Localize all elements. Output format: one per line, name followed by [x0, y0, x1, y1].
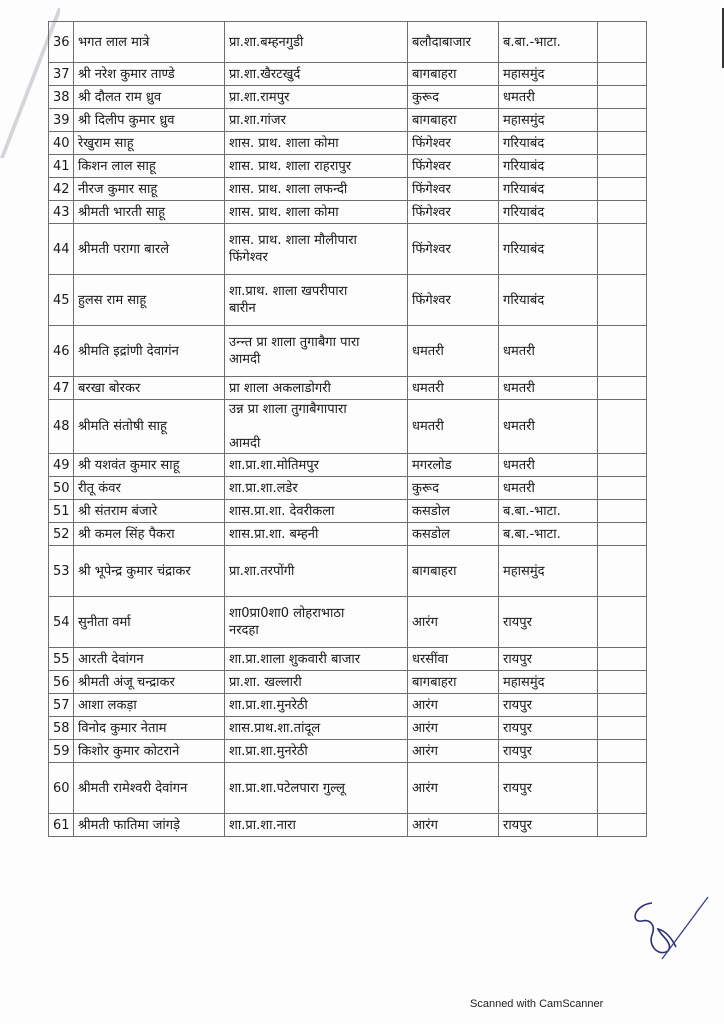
- district-cell: रायपुर: [499, 814, 598, 837]
- teacher-name-cell: श्री दिलीप कुमार ध्रुव: [74, 109, 225, 132]
- school-name-line: शा.प्रा.शा.मोतिमपुर: [229, 457, 319, 473]
- table-row: [49, 500, 647, 523]
- table-row: [49, 694, 647, 717]
- district-cell: महासमुंद: [499, 546, 598, 597]
- district-cell: रायपुर: [499, 597, 598, 648]
- remarks-cell: [598, 717, 647, 740]
- table-row: [49, 648, 647, 671]
- table-row: [49, 814, 647, 837]
- table-row: [49, 109, 647, 132]
- remarks-cell: [598, 109, 647, 132]
- remarks-cell: [598, 500, 647, 523]
- block-cell: आरंग: [408, 740, 499, 763]
- block-cell: बलौदाबाजार: [408, 22, 499, 63]
- camscanner-watermark: Scanned with CamScanner: [470, 998, 604, 1010]
- school-name-cell: [225, 400, 408, 454]
- school-name-cell: [225, 648, 408, 671]
- school-name-line: आमदी: [229, 352, 261, 367]
- district-cell: रायपुर: [499, 648, 598, 671]
- school-name-line: प्रा.शा.तरपोंगी: [229, 563, 295, 579]
- remarks-cell: [598, 597, 647, 648]
- block-cell: बागबाहरा: [408, 109, 499, 132]
- remarks-cell: [598, 178, 647, 201]
- roster-body: [49, 22, 647, 837]
- table-row: [49, 201, 647, 224]
- teacher-name-cell: श्री दौलत राम ध्रुव: [74, 86, 225, 109]
- remarks-cell: [598, 477, 647, 500]
- table-row: [49, 546, 647, 597]
- school-name-line: शा.प्रा.शा.नारा: [229, 817, 296, 833]
- school-name-cell: [225, 597, 408, 648]
- school-name-cell: [225, 717, 408, 740]
- district-cell: धमतरी: [499, 477, 598, 500]
- teacher-name-cell: श्रीमति इद्रांणी देवागंन: [74, 326, 225, 377]
- school-name-cell: [225, 740, 408, 763]
- table-row: [49, 597, 647, 648]
- block-cell: कसडोल: [408, 523, 499, 546]
- remarks-cell: [598, 326, 647, 377]
- school-name-line: उन्न्त प्रा शाला तुगाबैगा पारा: [229, 335, 360, 350]
- remarks-cell: [598, 224, 647, 275]
- serial-number-cell: 39: [49, 109, 74, 132]
- school-name-cell: [225, 763, 408, 814]
- teacher-name-cell: रेखुराम साहू: [74, 132, 225, 155]
- district-cell: गरियाबंद: [499, 132, 598, 155]
- block-cell: आरंग: [408, 597, 499, 648]
- teacher-name-cell: श्री भूपेन्द्र कुमार चंद्राकर: [74, 546, 225, 597]
- block-cell: धमतरी: [408, 326, 499, 377]
- district-cell: रायपुर: [499, 763, 598, 814]
- remarks-cell: [598, 132, 647, 155]
- school-name-line: शास. प्राथ. शाला कोमा: [229, 135, 339, 151]
- school-name-line: शा0प्रा0शा0 लोहराभाठा: [229, 606, 345, 621]
- school-name-line: उन्न प्रा शाला तुगाबैगापारा: [229, 402, 347, 417]
- serial-number-cell: 40: [49, 132, 74, 155]
- block-cell: आरंग: [408, 717, 499, 740]
- remarks-cell: [598, 275, 647, 326]
- table-row: [49, 22, 647, 63]
- teacher-name-cell: हुलस राम साहू: [74, 275, 225, 326]
- remarks-cell: [598, 377, 647, 400]
- teacher-roster-table: [48, 21, 647, 837]
- teacher-name-cell: भगत लाल मात्रे: [74, 22, 225, 63]
- school-name-line: शास. प्राथ. शाला कोमा: [229, 204, 339, 220]
- school-name-cell: [225, 454, 408, 477]
- block-cell: फिंगेश्वर: [408, 201, 499, 224]
- table-row: [49, 275, 647, 326]
- serial-number-cell: 59: [49, 740, 74, 763]
- teacher-name-cell: सुनीता वर्मा: [74, 597, 225, 648]
- remarks-cell: [598, 763, 647, 814]
- serial-number-cell: 43: [49, 201, 74, 224]
- serial-number-cell: 54: [49, 597, 74, 648]
- serial-number-cell: 38: [49, 86, 74, 109]
- remarks-cell: [598, 22, 647, 63]
- serial-number-cell: 45: [49, 275, 74, 326]
- school-name-cell: [225, 500, 408, 523]
- district-cell: रायपुर: [499, 740, 598, 763]
- serial-number-cell: 44: [49, 224, 74, 275]
- school-name-line: शा.प्रा.शाला शुकवारी बाजार: [229, 651, 361, 667]
- block-cell: आरंग: [408, 694, 499, 717]
- district-cell: रायपुर: [499, 694, 598, 717]
- district-cell: गरियाबंद: [499, 275, 598, 326]
- district-cell: गरियाबंद: [499, 178, 598, 201]
- serial-number-cell: 51: [49, 500, 74, 523]
- serial-number-cell: 48: [49, 400, 74, 454]
- serial-number-cell: 42: [49, 178, 74, 201]
- teacher-name-cell: श्री नरेश कुमार ताण्डे: [74, 63, 225, 86]
- table-row: [49, 671, 647, 694]
- school-name-cell: [225, 477, 408, 500]
- serial-number-cell: 46: [49, 326, 74, 377]
- block-cell: धरसींवा: [408, 648, 499, 671]
- district-cell: धमतरी: [499, 326, 598, 377]
- district-cell: धमतरी: [499, 86, 598, 109]
- school-name-line: प्रा.शा.बम्हनगुडी: [229, 34, 304, 50]
- school-name-line: शास. प्राथ. शाला मौलीपारा: [229, 233, 357, 248]
- teacher-name-cell: श्रीमती रामेश्वरी देवांगन: [74, 763, 225, 814]
- district-cell: महासमुंद: [499, 63, 598, 86]
- block-cell: कसडोल: [408, 500, 499, 523]
- school-name-cell: [225, 22, 408, 63]
- school-name-cell: [225, 86, 408, 109]
- school-name-line: शा.प्रा.शा.मुनरेठी: [229, 697, 308, 713]
- table-row: [49, 377, 647, 400]
- district-cell: गरियाबंद: [499, 201, 598, 224]
- table-row: [49, 178, 647, 201]
- block-cell: कुरूद: [408, 86, 499, 109]
- serial-number-cell: 37: [49, 63, 74, 86]
- school-name-cell: [225, 63, 408, 86]
- signature-mark: [622, 895, 712, 965]
- school-name-cell: [225, 201, 408, 224]
- district-cell: गरियाबंद: [499, 224, 598, 275]
- table-row: [49, 326, 647, 377]
- school-name-cell: [225, 224, 408, 275]
- school-name-cell: [225, 377, 408, 400]
- district-cell: महासमुंद: [499, 109, 598, 132]
- serial-number-cell: 56: [49, 671, 74, 694]
- block-cell: कुरूद: [408, 477, 499, 500]
- table-row: [49, 63, 647, 86]
- serial-number-cell: 47: [49, 377, 74, 400]
- district-cell: ब.बा.-भाटा.: [499, 523, 598, 546]
- table-row: [49, 477, 647, 500]
- remarks-cell: [598, 400, 647, 454]
- teacher-name-cell: किशोर कुमार कोटराने: [74, 740, 225, 763]
- school-name-cell: [225, 275, 408, 326]
- remarks-cell: [598, 63, 647, 86]
- school-name-line: आमदी: [229, 436, 261, 451]
- school-name-line: नरदहा: [229, 623, 259, 638]
- remarks-cell: [598, 201, 647, 224]
- school-name-cell: [225, 132, 408, 155]
- teacher-name-cell: श्रीमती परागा बारले: [74, 224, 225, 275]
- serial-number-cell: 36: [49, 22, 74, 63]
- school-name-line: प्रा.शा.रामपुर: [229, 89, 290, 105]
- remarks-cell: [598, 523, 647, 546]
- school-name-line: प्रा.शा.खैरटखुर्द: [229, 66, 301, 82]
- table-row: [49, 86, 647, 109]
- school-name-line: शा.प्रा.शा.पटेलपारा गुल्लू: [229, 780, 345, 796]
- school-name-cell: [225, 694, 408, 717]
- district-cell: धमतरी: [499, 454, 598, 477]
- teacher-name-cell: रीतू कंवर: [74, 477, 225, 500]
- teacher-name-cell: विनोद कुमार नेताम: [74, 717, 225, 740]
- school-name-line: शास.प्रा.शा. देवरीकला: [229, 503, 335, 519]
- district-cell: ब.बा.-भाटा.: [499, 22, 598, 63]
- teacher-name-cell: श्री कमल सिंह पैकरा: [74, 523, 225, 546]
- teacher-name-cell: श्री संतराम बंजारे: [74, 500, 225, 523]
- table-row: [49, 523, 647, 546]
- table-row: [49, 224, 647, 275]
- school-name-line: प्रा.शा. खल्लारी: [229, 674, 302, 690]
- school-name-line: शा.प्रा.शा.लडेर: [229, 480, 298, 496]
- school-name-line: शा.प्रा.शा.मुनरेठी: [229, 743, 308, 759]
- school-name-line: बारीन: [229, 301, 256, 316]
- block-cell: आरंग: [408, 814, 499, 837]
- teacher-name-cell: श्रीमती भारती साहू: [74, 201, 225, 224]
- table-row: [49, 155, 647, 178]
- school-name-line: शास. प्राथ. शाला राहरापुर: [229, 158, 352, 174]
- remarks-cell: [598, 740, 647, 763]
- table-row: [49, 763, 647, 814]
- school-name-cell: [225, 326, 408, 377]
- serial-number-cell: 49: [49, 454, 74, 477]
- block-cell: आरंग: [408, 763, 499, 814]
- district-cell: गरियाबंद: [499, 155, 598, 178]
- block-cell: बागबाहरा: [408, 63, 499, 86]
- table-row: [49, 132, 647, 155]
- district-cell: धमतरी: [499, 400, 598, 454]
- serial-number-cell: 53: [49, 546, 74, 597]
- school-name-cell: [225, 546, 408, 597]
- remarks-cell: [598, 814, 647, 837]
- school-name-line: शास.प्राथ.शा.तांदूल: [229, 720, 321, 736]
- block-cell: धमतरी: [408, 377, 499, 400]
- block-cell: बागबाहरा: [408, 671, 499, 694]
- teacher-name-cell: श्रीमती अंजू चन्द्राकर: [74, 671, 225, 694]
- teacher-name-cell: श्रीमती फातिमा जांगड़े: [74, 814, 225, 837]
- remarks-cell: [598, 155, 647, 178]
- serial-number-cell: 41: [49, 155, 74, 178]
- school-name-line: शास.प्रा.शा. बम्हनी: [229, 526, 319, 542]
- block-cell: फिंगेश्वर: [408, 132, 499, 155]
- serial-number-cell: 60: [49, 763, 74, 814]
- block-cell: फिंगेश्वर: [408, 275, 499, 326]
- serial-number-cell: 55: [49, 648, 74, 671]
- remarks-cell: [598, 86, 647, 109]
- remarks-cell: [598, 454, 647, 477]
- district-cell: महासमुंद: [499, 671, 598, 694]
- district-cell: रायपुर: [499, 717, 598, 740]
- table-row: [49, 400, 647, 454]
- teacher-name-cell: श्रीमति संतोषी साहू: [74, 400, 225, 454]
- remarks-cell: [598, 671, 647, 694]
- school-name-cell: [225, 155, 408, 178]
- serial-number-cell: 52: [49, 523, 74, 546]
- teacher-name-cell: नीरज कुमार साहू: [74, 178, 225, 201]
- block-cell: धमतरी: [408, 400, 499, 454]
- school-name-line: शा.प्राथ. शाला खपरीपारा: [229, 284, 348, 299]
- block-cell: फिंगेश्वर: [408, 178, 499, 201]
- block-cell: मगरलोड: [408, 454, 499, 477]
- table-row: [49, 740, 647, 763]
- school-name-cell: [225, 109, 408, 132]
- remarks-cell: [598, 648, 647, 671]
- remarks-cell: [598, 546, 647, 597]
- district-cell: ब.बा.-भाटा.: [499, 500, 598, 523]
- teacher-name-cell: किशन लाल साहू: [74, 155, 225, 178]
- remarks-cell: [598, 694, 647, 717]
- school-name-cell: [225, 523, 408, 546]
- block-cell: फिंगेश्वर: [408, 224, 499, 275]
- school-name-line: फिंगेश्वर: [229, 250, 268, 265]
- table-row: [49, 454, 647, 477]
- block-cell: बागबाहरा: [408, 546, 499, 597]
- teacher-name-cell: बरखा बोरकर: [74, 377, 225, 400]
- school-name-line: प्रा शाला अकलाडोगरी: [229, 380, 331, 396]
- school-name-line: प्रा.शा.गांजर: [229, 112, 286, 128]
- school-name-cell: [225, 814, 408, 837]
- school-name-line: [229, 418, 403, 435]
- serial-number-cell: 61: [49, 814, 74, 837]
- school-name-cell: [225, 671, 408, 694]
- block-cell: फिंगेश्वर: [408, 155, 499, 178]
- district-cell: धमतरी: [499, 377, 598, 400]
- teacher-name-cell: श्री यशवंत कुमार साहू: [74, 454, 225, 477]
- serial-number-cell: 57: [49, 694, 74, 717]
- school-name-cell: [225, 178, 408, 201]
- teacher-name-cell: आशा लकड़ा: [74, 694, 225, 717]
- serial-number-cell: 50: [49, 477, 74, 500]
- serial-number-cell: 58: [49, 717, 74, 740]
- teacher-name-cell: आरती देवांगन: [74, 648, 225, 671]
- school-name-line: शास. प्राथ. शाला लफन्दी: [229, 181, 348, 197]
- table-row: [49, 717, 647, 740]
